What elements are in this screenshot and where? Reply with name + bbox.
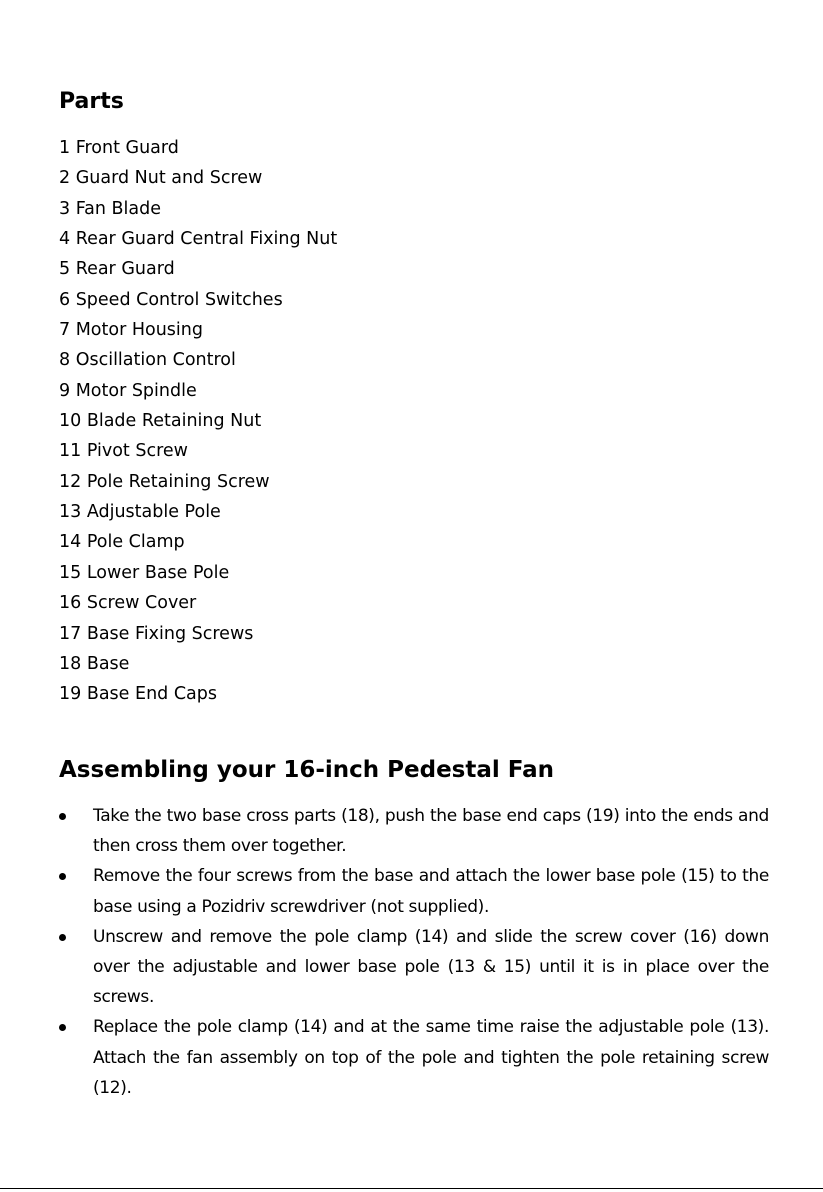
parts-list-item: 16 Screw Cover [59,593,197,614]
parts-list-item: 1 Front Guard [59,138,179,158]
parts-list-item: 9 Motor Spindle [59,380,197,401]
bullet-icon [59,934,66,941]
assembly-steps [59,801,769,1103]
assembly-step [59,861,769,921]
parts-list-item: 5 Rear Guard [59,259,175,280]
parts-list-item: 18 Base [59,653,130,674]
bullet-icon [59,1024,66,1031]
parts-list-item: 17 Base Fixing Screws [59,623,254,644]
bullet-icon [59,873,66,880]
parts-list [59,133,337,710]
assembly-step [59,801,769,861]
parts-list-item: 15 Lower Base Pole [59,562,230,583]
parts-list-item: 19 Base End Caps [59,684,217,705]
parts-list-item: 13 Adjustable Pole [59,502,221,523]
parts-list-item: 10 Blade Retaining Nut [59,411,262,432]
assembly-step [59,922,769,1013]
parts-list-item: 3 Fan Blade [59,198,162,219]
bullet-icon [59,813,66,820]
parts-list-item: 6 Speed Control Switches [59,289,283,310]
assembly-step-text: Replace the pole clamp (14) and at the same time raise the adjustable pole (13). Attach the fan assembly on top of the pole and tighten the pole retaining screw (12). [93,1017,769,1098]
page-bottom-rule [0,1188,823,1189]
assembly-step-text: Take the two base cross parts (18), push the base end caps (19) into the ends and then cross them over together. [93,806,769,857]
parts-list-item: 14 Pole Clamp [59,532,185,553]
parts-list-item: 7 Motor Housing [59,320,203,341]
assembly-step-text: Remove the four screws from the base and attach the lower base pole (15) to the base using a Pozidriv screwdriver (not supplied). [93,866,769,917]
parts-list-item: 2 Guard Nut and Screw [59,168,263,189]
assembly-step [59,1012,769,1103]
parts-list-item: 11 Pivot Screw [59,441,188,462]
parts-heading: Parts [59,89,124,114]
assembly-step-text: Unscrew and remove the pole clamp (14) and slide the screw cover (16) down over the adjustable and lower base pole (13 & 15) until it is in place over the screws. [93,926,769,1008]
assembly-heading: Assembling your 16-inch Pedestal Fan [59,757,555,783]
parts-list-item: 4 Rear Guard Central Fixing Nut [59,229,338,250]
parts-list-item: 12 Pole Retaining Screw [59,471,270,492]
parts-list-item: 8 Oscillation Control [59,350,236,371]
